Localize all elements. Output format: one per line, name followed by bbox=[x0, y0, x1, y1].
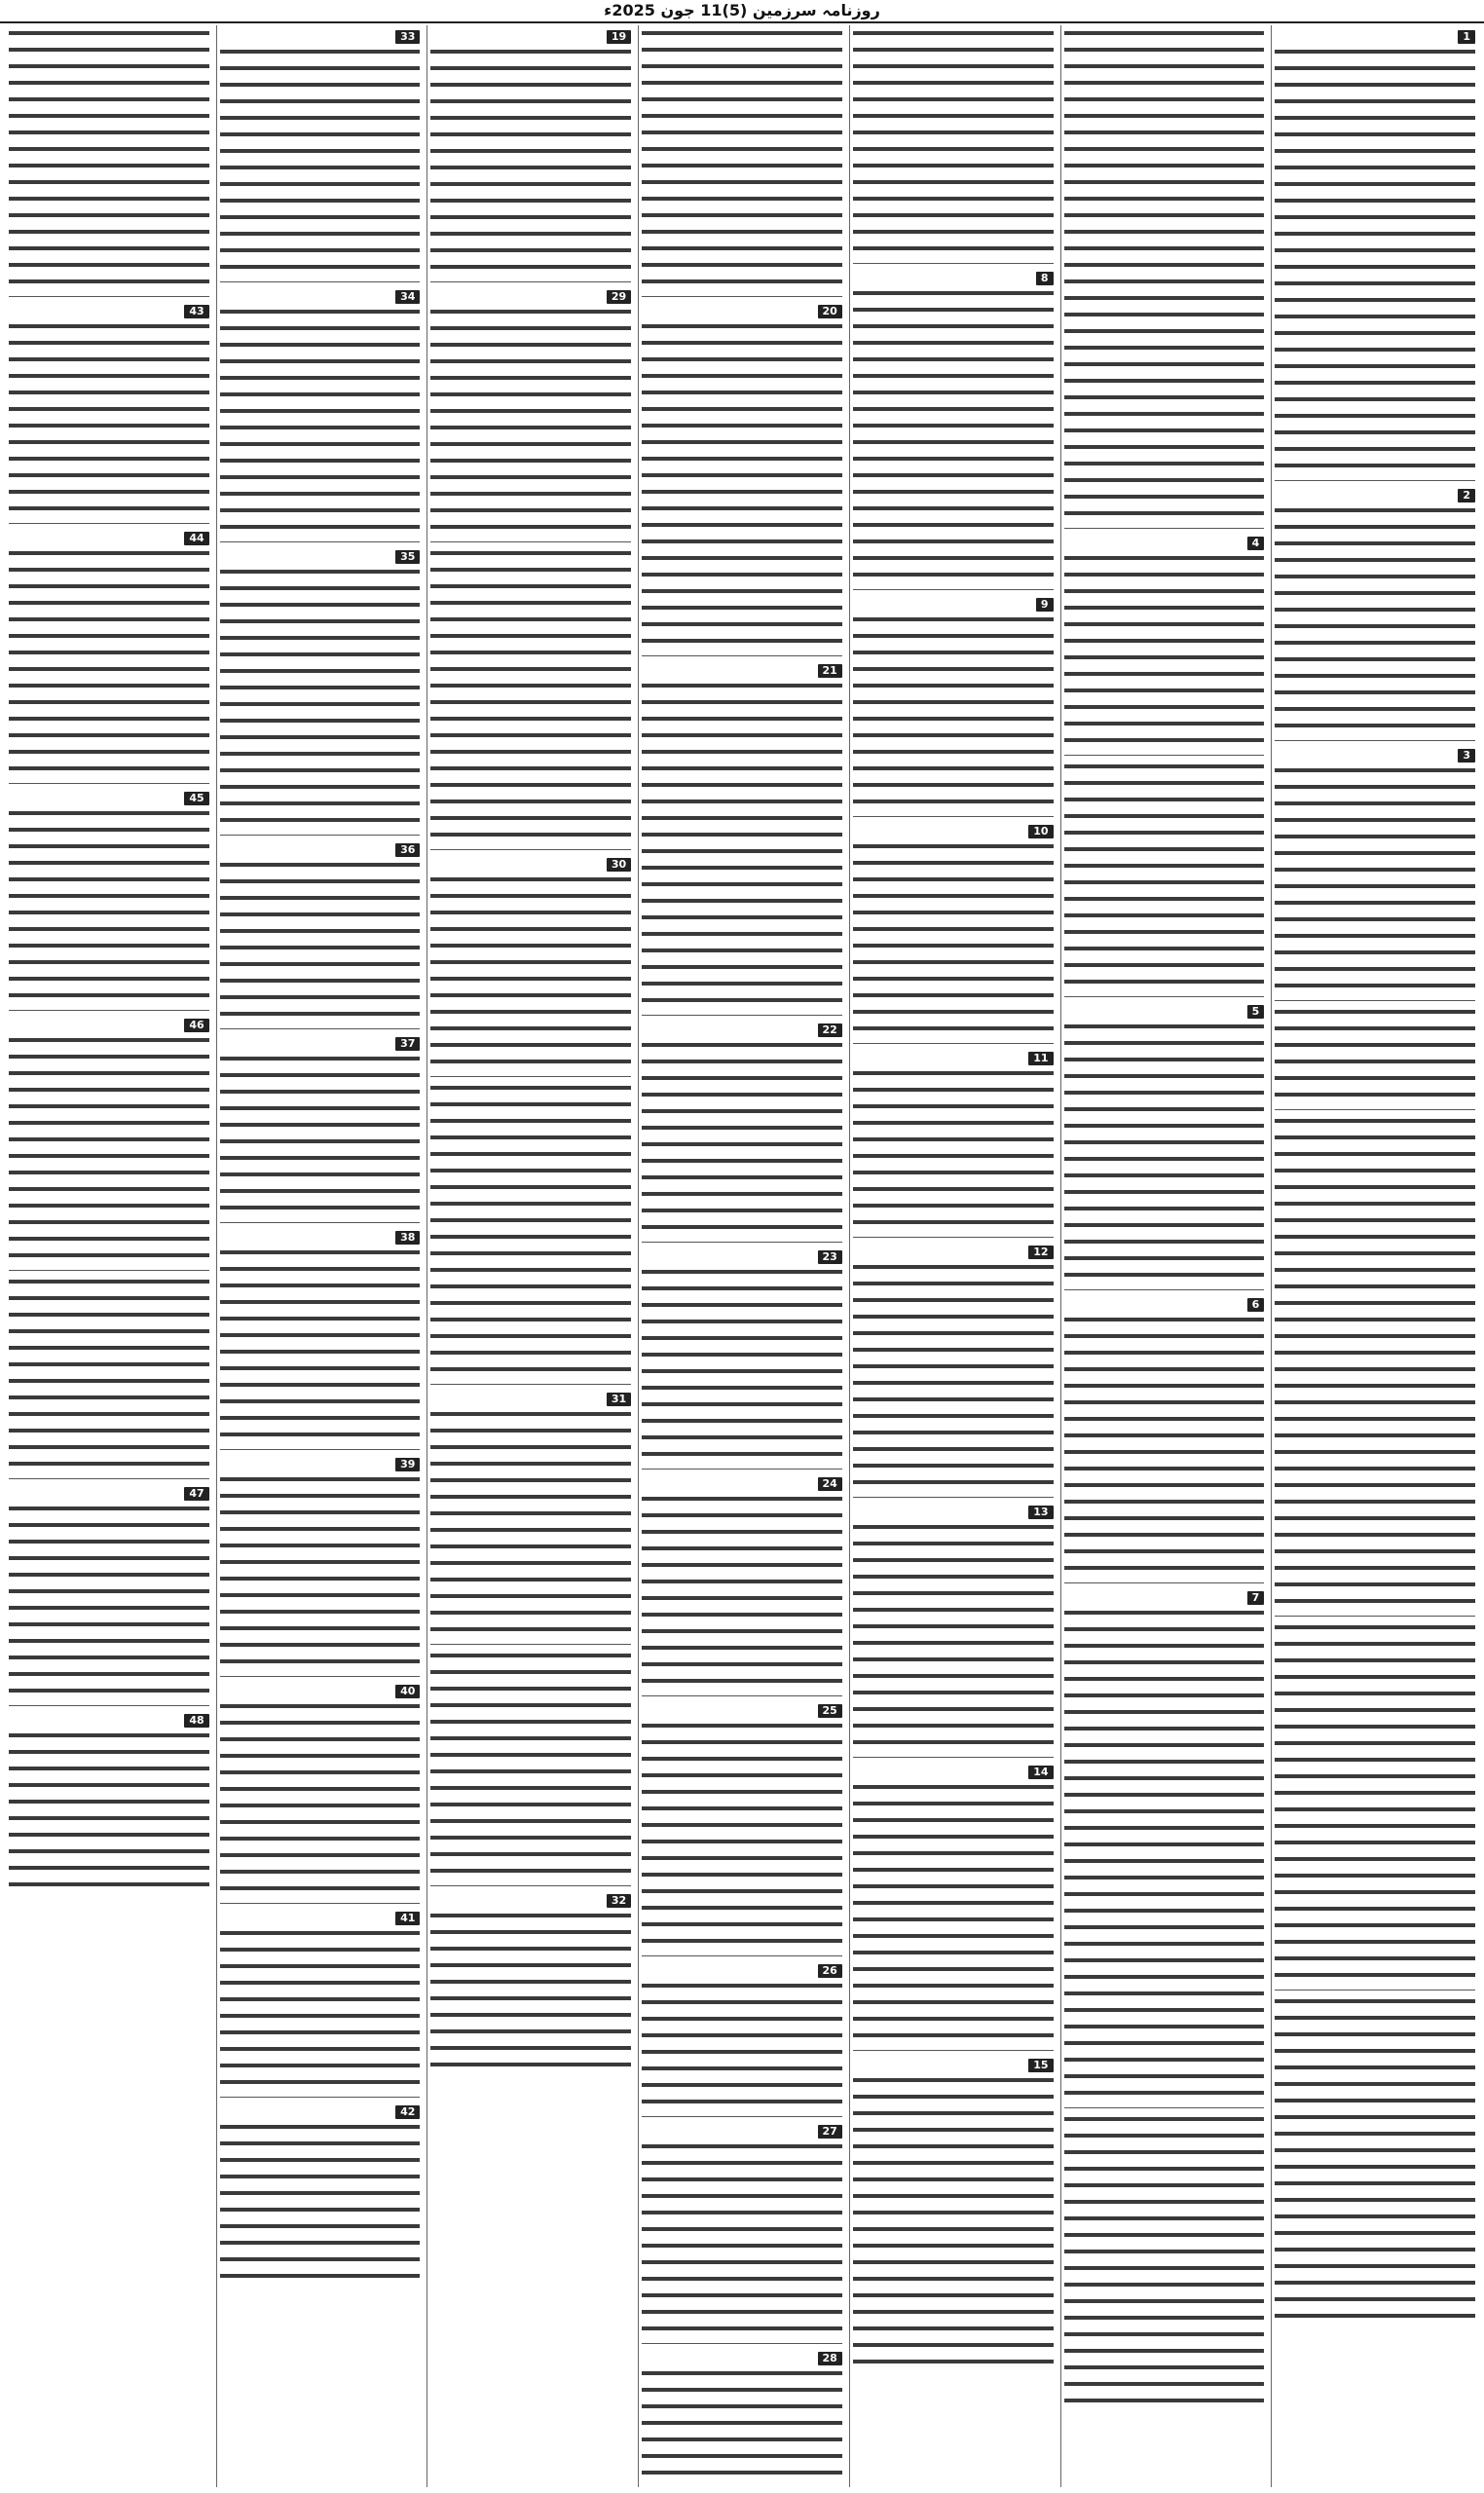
item-body-text bbox=[642, 2139, 842, 2337]
item-body-text bbox=[220, 44, 421, 276]
item-body-text bbox=[9, 805, 209, 1004]
item-number-badge: 14 bbox=[1028, 1766, 1053, 1779]
item-body-text bbox=[430, 1406, 631, 1638]
item-number-badge: 10 bbox=[1028, 825, 1053, 838]
news-column bbox=[427, 25, 634, 2487]
item-divider bbox=[9, 1478, 209, 1479]
item-divider bbox=[642, 296, 842, 297]
item-body-text bbox=[853, 612, 1054, 810]
news-item bbox=[430, 25, 631, 276]
item-divider bbox=[1275, 1000, 1475, 1001]
item-body-text bbox=[1275, 1004, 1475, 1103]
news-item bbox=[1275, 1993, 1475, 2325]
news-item bbox=[853, 1761, 1054, 2044]
news-item bbox=[9, 1482, 209, 1699]
item-divider bbox=[220, 1676, 421, 1677]
item-divider bbox=[853, 263, 1054, 264]
item-divider bbox=[642, 2343, 842, 2344]
item-number-badge: 46 bbox=[184, 1019, 208, 1032]
item-body-text bbox=[1064, 1312, 1265, 1577]
news-item bbox=[1064, 759, 1265, 990]
item-divider bbox=[853, 816, 1054, 817]
item-number-badge: 43 bbox=[184, 305, 208, 318]
news-item bbox=[642, 1472, 842, 1690]
news-item bbox=[220, 1032, 421, 1216]
news-item bbox=[642, 2120, 842, 2337]
item-body-text bbox=[1064, 550, 1265, 749]
item-body-text bbox=[9, 545, 209, 777]
news-item bbox=[642, 1959, 842, 2110]
item-divider bbox=[1275, 1616, 1475, 1617]
news-item bbox=[1275, 1004, 1475, 1103]
news-item bbox=[1064, 1000, 1265, 1284]
item-number-badge: 48 bbox=[184, 1714, 208, 1728]
news-item bbox=[220, 285, 421, 536]
news-column bbox=[849, 25, 1057, 2487]
news-item bbox=[642, 1019, 842, 1236]
item-body-text bbox=[853, 1779, 1054, 2044]
item-divider bbox=[430, 1384, 631, 1385]
news-item bbox=[430, 1889, 631, 2073]
item-body-text bbox=[642, 1718, 842, 1950]
item-body-text bbox=[642, 2365, 842, 2487]
item-body-text bbox=[853, 1259, 1054, 1491]
news-item bbox=[1064, 1586, 1265, 2102]
item-body-text bbox=[853, 1065, 1054, 1231]
item-number-badge: 27 bbox=[818, 2125, 842, 2139]
item-divider bbox=[430, 1644, 631, 1645]
item-divider bbox=[430, 849, 631, 850]
news-item bbox=[9, 300, 209, 517]
news-item bbox=[220, 1226, 421, 1443]
item-number-badge: 7 bbox=[1247, 1591, 1265, 1605]
news-columns bbox=[6, 25, 1478, 2487]
news-item bbox=[853, 593, 1054, 810]
item-number-badge: 33 bbox=[395, 30, 420, 44]
item-number-badge: 26 bbox=[818, 1964, 842, 1978]
item-body-text bbox=[220, 2119, 421, 2285]
item-number-badge: 23 bbox=[818, 1250, 842, 1264]
item-body-text bbox=[642, 318, 842, 650]
news-item bbox=[220, 545, 421, 829]
item-divider bbox=[220, 541, 421, 542]
item-body-text bbox=[1275, 44, 1475, 474]
item-body-text bbox=[9, 1728, 209, 1893]
item-body-text bbox=[220, 1698, 421, 1897]
news-item bbox=[1064, 25, 1265, 522]
item-body-text bbox=[9, 1032, 209, 1264]
item-body-text bbox=[642, 1037, 842, 1236]
item-divider bbox=[220, 2097, 421, 2098]
news-column bbox=[216, 25, 424, 2487]
item-divider bbox=[853, 2050, 1054, 2051]
news-item bbox=[853, 1501, 1054, 1751]
item-body-text bbox=[220, 1051, 421, 1216]
item-divider bbox=[220, 1449, 421, 1450]
item-number-badge: 5 bbox=[1247, 1005, 1265, 1019]
item-number-badge: 30 bbox=[607, 858, 631, 872]
item-body-text bbox=[642, 1978, 842, 2110]
item-body-text bbox=[430, 872, 631, 1070]
news-item bbox=[853, 1241, 1054, 1491]
item-divider bbox=[9, 296, 209, 297]
item-number-badge: 11 bbox=[1028, 1052, 1053, 1065]
item-number-badge: 32 bbox=[607, 1894, 631, 1908]
item-number-badge: 38 bbox=[395, 1231, 420, 1245]
news-item bbox=[9, 1014, 209, 1264]
item-number-badge: 20 bbox=[818, 305, 842, 318]
item-divider bbox=[430, 1076, 631, 1077]
item-number-badge: 25 bbox=[818, 1704, 842, 1718]
item-divider bbox=[9, 783, 209, 784]
news-item bbox=[430, 285, 631, 536]
item-divider bbox=[853, 1237, 1054, 1238]
item-body-text bbox=[1275, 763, 1475, 994]
item-divider bbox=[853, 1757, 1054, 1758]
news-item bbox=[1275, 1113, 1475, 1610]
item-divider bbox=[430, 281, 631, 282]
news-item bbox=[9, 1709, 209, 1893]
item-body-text bbox=[642, 1264, 842, 1463]
item-number-badge: 1 bbox=[1458, 30, 1475, 44]
news-item bbox=[1064, 2111, 1265, 2409]
item-body-text bbox=[430, 304, 631, 536]
item-number-badge: 47 bbox=[184, 1487, 208, 1501]
news-item bbox=[853, 820, 1054, 1037]
item-divider bbox=[1064, 1582, 1265, 1583]
item-number-badge: 24 bbox=[818, 1477, 842, 1491]
item-divider bbox=[430, 1885, 631, 1886]
item-body-text bbox=[853, 2072, 1054, 2370]
item-number-badge: 34 bbox=[395, 290, 420, 304]
item-number-badge: 35 bbox=[395, 550, 420, 564]
page-header: روزنامہ سرزمین (5)11 جون 2025ء bbox=[0, 0, 1484, 23]
item-divider bbox=[9, 523, 209, 524]
item-body-text bbox=[642, 25, 842, 290]
item-body-text bbox=[1275, 1993, 1475, 2325]
item-divider bbox=[1064, 528, 1265, 529]
item-number-badge: 12 bbox=[1028, 1246, 1053, 1259]
item-body-text bbox=[853, 838, 1054, 1037]
news-item bbox=[642, 1246, 842, 1463]
item-number-badge: 37 bbox=[395, 1037, 420, 1051]
item-body-text bbox=[9, 1501, 209, 1699]
news-item bbox=[642, 659, 842, 1009]
item-divider bbox=[642, 1695, 842, 1696]
item-number-badge: 9 bbox=[1036, 598, 1054, 612]
item-body-text bbox=[642, 1491, 842, 1690]
news-item bbox=[9, 1274, 209, 1472]
item-body-text bbox=[642, 678, 842, 1009]
item-divider bbox=[220, 835, 421, 836]
item-body-text bbox=[1064, 1019, 1265, 1284]
news-item bbox=[430, 1388, 631, 1638]
item-number-badge: 3 bbox=[1458, 749, 1475, 763]
news-item bbox=[1064, 1293, 1265, 1577]
news-item bbox=[430, 1080, 631, 1378]
item-number-badge: 41 bbox=[395, 1912, 420, 1925]
news-item bbox=[220, 2101, 421, 2285]
item-body-text bbox=[430, 1080, 631, 1378]
item-body-text bbox=[1275, 1113, 1475, 1610]
news-item bbox=[220, 25, 421, 276]
item-divider bbox=[642, 1242, 842, 1243]
item-divider bbox=[220, 1028, 421, 1029]
item-divider bbox=[853, 589, 1054, 590]
item-divider bbox=[9, 1270, 209, 1271]
item-divider bbox=[220, 281, 421, 282]
news-item bbox=[1064, 532, 1265, 749]
item-divider bbox=[1275, 480, 1475, 481]
item-divider bbox=[1064, 755, 1265, 756]
item-divider bbox=[430, 541, 631, 542]
item-body-text bbox=[430, 545, 631, 843]
item-body-text bbox=[220, 857, 421, 1023]
news-item bbox=[1275, 744, 1475, 994]
item-divider bbox=[642, 2116, 842, 2117]
item-body-text bbox=[220, 304, 421, 536]
item-body-text bbox=[1064, 759, 1265, 990]
news-column bbox=[6, 25, 212, 2487]
item-body-text bbox=[1275, 502, 1475, 734]
news-item bbox=[9, 527, 209, 777]
news-item bbox=[853, 2054, 1054, 2370]
item-body-text bbox=[853, 1519, 1054, 1751]
item-body-text bbox=[430, 1908, 631, 2073]
news-item bbox=[430, 545, 631, 843]
item-number-badge: 31 bbox=[607, 1393, 631, 1406]
item-number-badge: 21 bbox=[818, 664, 842, 678]
item-number-badge: 2 bbox=[1458, 489, 1475, 502]
item-number-badge: 22 bbox=[818, 1023, 842, 1037]
item-divider bbox=[9, 1705, 209, 1706]
item-body-text bbox=[430, 44, 631, 276]
item-divider bbox=[9, 1010, 209, 1011]
item-body-text bbox=[853, 285, 1054, 583]
news-item bbox=[220, 1680, 421, 1897]
news-column bbox=[1060, 25, 1268, 2487]
item-divider bbox=[642, 1955, 842, 1956]
item-divider bbox=[853, 1497, 1054, 1498]
news-item bbox=[853, 25, 1054, 257]
item-divider bbox=[1275, 1990, 1475, 1991]
news-column bbox=[638, 25, 845, 2487]
news-item bbox=[853, 267, 1054, 583]
item-divider bbox=[642, 655, 842, 656]
item-divider bbox=[220, 1222, 421, 1223]
item-body-text bbox=[9, 25, 209, 290]
item-body-text bbox=[1275, 1619, 1475, 1984]
item-body-text bbox=[853, 25, 1054, 257]
news-item bbox=[430, 853, 631, 1070]
news-item bbox=[430, 1648, 631, 1879]
item-body-text bbox=[1064, 2111, 1265, 2409]
news-item bbox=[642, 300, 842, 650]
item-number-badge: 44 bbox=[184, 532, 208, 545]
news-item bbox=[220, 1907, 421, 2091]
news-item bbox=[220, 1453, 421, 1670]
item-number-badge: 4 bbox=[1247, 537, 1265, 550]
item-number-badge: 8 bbox=[1036, 272, 1054, 285]
item-body-text bbox=[9, 318, 209, 517]
news-item bbox=[642, 1699, 842, 1950]
item-body-text bbox=[220, 564, 421, 829]
item-body-text bbox=[1064, 25, 1265, 522]
item-body-text bbox=[220, 1245, 421, 1443]
item-divider bbox=[1064, 2107, 1265, 2108]
item-divider bbox=[642, 1469, 842, 1470]
news-item bbox=[1275, 1619, 1475, 1984]
item-number-badge: 29 bbox=[607, 290, 631, 304]
item-number-badge: 45 bbox=[184, 792, 208, 805]
item-number-badge: 15 bbox=[1028, 2059, 1053, 2072]
item-body-text bbox=[430, 1648, 631, 1879]
item-number-badge: 28 bbox=[818, 2352, 842, 2365]
item-divider bbox=[1275, 1109, 1475, 1110]
item-number-badge: 42 bbox=[395, 2105, 420, 2119]
item-number-badge: 39 bbox=[395, 1458, 420, 1471]
news-item bbox=[642, 2347, 842, 2487]
item-body-text bbox=[1064, 1605, 1265, 2102]
news-item bbox=[220, 838, 421, 1023]
item-number-badge: 36 bbox=[395, 843, 420, 857]
item-divider bbox=[1064, 1289, 1265, 1290]
item-number-badge: 6 bbox=[1247, 1298, 1265, 1312]
item-divider bbox=[642, 1015, 842, 1016]
item-divider bbox=[1064, 996, 1265, 997]
news-item bbox=[9, 787, 209, 1004]
item-number-badge: 19 bbox=[607, 30, 631, 44]
news-item bbox=[1275, 484, 1475, 734]
news-item bbox=[853, 1047, 1054, 1231]
news-item bbox=[642, 25, 842, 290]
news-column bbox=[1271, 25, 1478, 2487]
item-body-text bbox=[220, 1925, 421, 2091]
item-body-text bbox=[9, 1274, 209, 1472]
item-number-badge: 13 bbox=[1028, 1506, 1053, 1519]
news-item bbox=[9, 25, 209, 290]
item-body-text bbox=[220, 1471, 421, 1670]
item-divider bbox=[853, 1043, 1054, 1044]
item-divider bbox=[1275, 740, 1475, 741]
item-divider bbox=[220, 1903, 421, 1904]
item-number-badge: 40 bbox=[395, 1685, 420, 1698]
news-item bbox=[1275, 25, 1475, 474]
